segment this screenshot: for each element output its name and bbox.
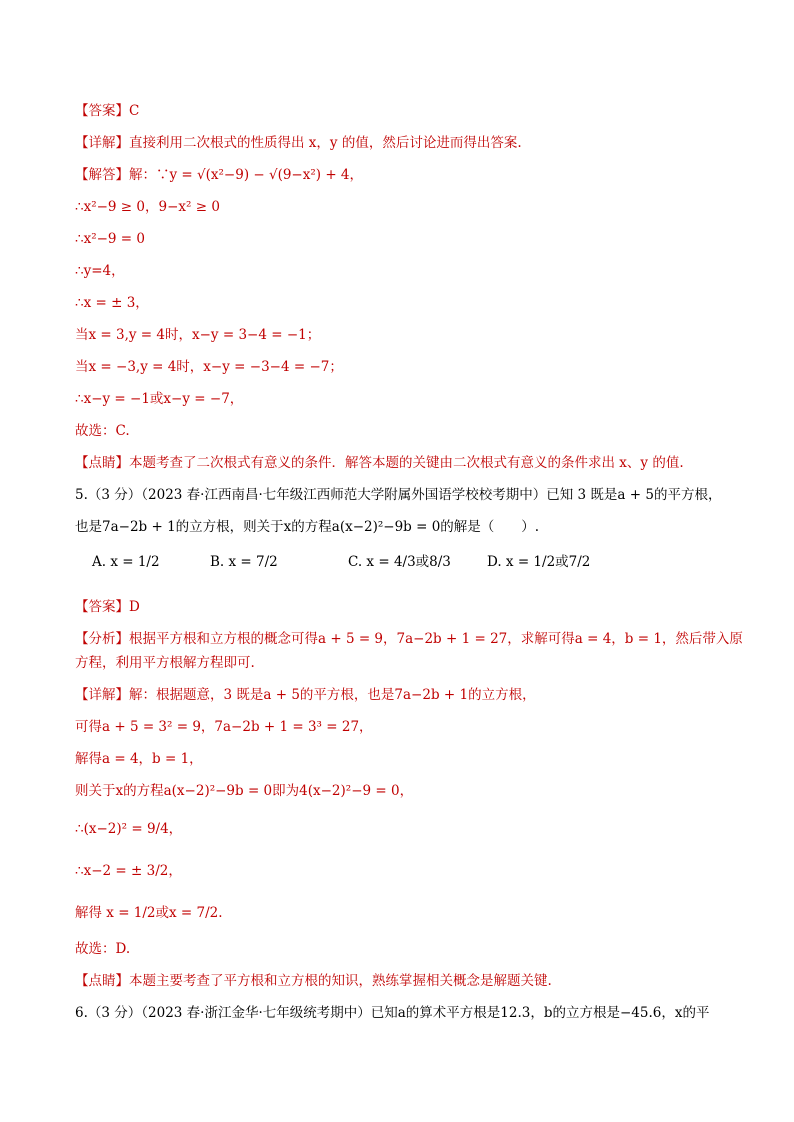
solution-step: ∴x−2 = ± 3/2， (75, 863, 182, 879)
solution-step: ∴x²−9 ≥ 0，9−x² ≥ 0 (75, 199, 220, 215)
analysis-line-cont: 方程，利用平方根解方程即可. (75, 655, 255, 671)
option-d: D. x = 1/2或7/2 (487, 554, 591, 570)
solution-step: ∴x−y = −1或x−y = −7， (75, 391, 244, 407)
detail-line: 【详解】解：根据题意，3 既是a + 5的平方根，也是7a−2b + 1的立方根， (75, 687, 536, 703)
option-a: A. x = 1/2 (92, 554, 160, 570)
detail-line: 【详解】直接利用二次根式的性质得出 x，y 的值，然后讨论进而得出答案. (75, 135, 522, 151)
choice-line: 故选：D. (75, 941, 131, 957)
comment-line: 【点睛】本题考查了二次根式有意义的条件．解答本题的关键由二次根式有意义的条件求出 x、y 的值. (75, 455, 684, 471)
solution-step: ∴(x−2)² = 9/4， (75, 821, 183, 837)
question-5-stem: 5.（3 分）（2023 春·江西南昌·七年级江西师范大学附属外国语学校校考期中）已知 3 既是a + 5的平方根， (75, 487, 722, 503)
analysis-line: 【分析】根据平方根和立方根的概念可得a + 5 = 9，7a−2b + 1 = 27，求解可得a = 4，b = 1，然后带入原 (75, 631, 743, 647)
comment-line: 【点睛】本题主要考查了平方根和立方根的知识，熟练掌握相关概念是解题关键. (75, 973, 552, 989)
solution-line: 【解答】解：∵y = √(x²−9) − √(9−x²) + 4， (75, 167, 364, 183)
answer-line: 【答案】C (75, 103, 140, 119)
solution-step: ∴x²−9 = 0 (75, 231, 145, 247)
solution-step: 解得 x = 1/2或x = 7/2. (75, 905, 223, 921)
solution-step: 当x = −3,y = 4时，x−y = −3−4 = −7； (75, 359, 343, 375)
solution-step: ∴y=4， (75, 263, 125, 279)
question-6-stem: 6.（3 分）（2023 春·浙江金华·七年级统考期中）已知a的算术平方根是12.3，b的立方根是−45.6，x的平 (75, 1005, 710, 1021)
solution-step: 则关于x的方程a(x−2)²−9b = 0即为4(x−2)²−9 = 0， (75, 783, 414, 799)
solution-step: ∴x = ± 3， (75, 295, 149, 311)
choice-line: 故选：C. (75, 423, 130, 439)
option-c: C. x = 4/3或8/3 (348, 554, 451, 570)
answer-line: 【答案】D (75, 599, 140, 615)
solution-step: 可得a + 5 = 3² = 9，7a−2b + 1 = 3³ = 27， (75, 719, 373, 735)
question-5-stem-cont: 也是7a−2b + 1的立方根，则关于x的方程a(x−2)²−9b = 0的解是（ ）. (75, 519, 540, 535)
option-b: B. x = 7/2 (210, 554, 278, 570)
solution-step: 当x = 3,y = 4时，x−y = 3−4 = −1； (75, 327, 321, 343)
solution-step: 解得a = 4，b = 1， (75, 751, 203, 767)
